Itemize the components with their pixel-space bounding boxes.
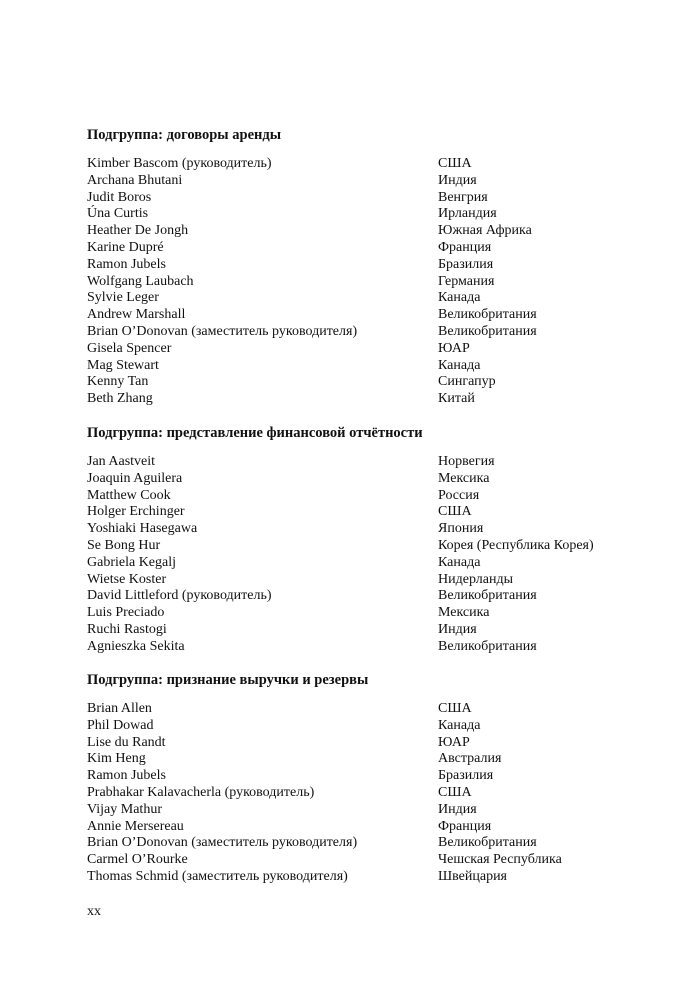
member-row: [87, 257, 647, 274]
member-name: Úna Curtis: [87, 206, 149, 222]
member-name: Agnieszka Sekita: [87, 638, 185, 654]
member-country: Южная Африка: [438, 223, 532, 239]
member-country: ЮАР: [438, 340, 470, 356]
member-name: Annie Mersereau: [87, 818, 184, 834]
member-country: Канада: [438, 290, 481, 306]
member-name: Thomas Schmid (заместитель руководителя): [87, 868, 348, 884]
subgroup-leases: [87, 126, 647, 408]
member-name: Brian Allen: [87, 701, 152, 716]
member-country: Австралия: [438, 751, 502, 767]
member-row: [87, 454, 647, 471]
member-country: Чешская Республика: [438, 852, 562, 868]
member-row: [87, 240, 647, 257]
member-row: [87, 735, 647, 752]
section-heading: Подгруппа: признание выручки и резервы: [87, 672, 369, 688]
member-name: Jan Aastveit: [87, 454, 156, 469]
member-country: Китай: [438, 391, 475, 407]
member-country: США: [438, 784, 472, 800]
member-name: Lise du Randt: [87, 734, 166, 750]
member-name: Ruchi Rastogi: [87, 621, 167, 637]
member-country: США: [438, 156, 472, 171]
member-name: David Littleford (руководитель): [87, 588, 272, 604]
member-row: [87, 274, 647, 291]
member-name: Judit Boros: [87, 189, 152, 205]
member-country: Мексика: [438, 605, 490, 621]
member-name: Kim Heng: [87, 751, 146, 767]
page-number: xx: [87, 904, 101, 919]
member-list: [87, 454, 647, 656]
member-name: Joaquin Aguilera: [87, 470, 183, 486]
subgroup-financial-reporting: [87, 424, 647, 656]
member-name: Carmel O’Rourke: [87, 852, 188, 868]
member-row: [87, 819, 647, 836]
member-country: ЮАР: [438, 734, 470, 750]
member-name: Andrew Marshall: [87, 307, 186, 323]
member-row: [87, 622, 647, 639]
member-name: Karine Dupré: [87, 239, 164, 255]
member-country: Великобритания: [438, 588, 537, 604]
member-row: [87, 538, 647, 555]
member-country: Бразилия: [438, 256, 494, 272]
member-country: Корея (Республика Корея): [438, 537, 594, 553]
member-row: [87, 173, 647, 190]
member-name: Luis Preciado: [87, 605, 165, 621]
member-row: [87, 605, 647, 622]
member-name: Se Bong Hur: [87, 537, 161, 553]
member-row: [87, 471, 647, 488]
section-heading: Подгруппа: договоры аренды: [87, 127, 282, 143]
member-row: [87, 504, 647, 521]
member-name: Gabriela Kegalj: [87, 554, 177, 570]
member-row: [87, 206, 647, 223]
member-country: Норвегия: [438, 454, 495, 469]
member-row: [87, 751, 647, 768]
member-row: [87, 488, 647, 505]
member-name: Phil Dowad: [87, 717, 154, 733]
member-country: Венгрия: [438, 189, 488, 205]
member-name: Beth Zhang: [87, 391, 153, 407]
member-country: Канада: [438, 554, 481, 570]
subgroup-revenue-recognition: [87, 671, 647, 886]
member-row: [87, 290, 647, 307]
member-name: Vijay Mathur: [87, 801, 162, 817]
member-name: Kimber Bascom (руководитель): [87, 156, 272, 171]
member-name: Wolfgang Laubach: [87, 273, 194, 289]
member-row: [87, 835, 647, 852]
member-row: [87, 869, 647, 886]
member-country: Швейцария: [438, 868, 507, 884]
member-name: Gisela Spencer: [87, 340, 172, 356]
member-country: США: [438, 701, 472, 716]
member-country: Россия: [438, 487, 480, 503]
member-country: Бразилия: [438, 768, 494, 784]
member-row: [87, 802, 647, 819]
member-name: Archana Bhutani: [87, 172, 183, 188]
member-row: [87, 374, 647, 391]
member-country: Индия: [438, 621, 477, 637]
member-row: [87, 718, 647, 735]
member-country: Нидерланды: [438, 571, 513, 587]
member-country: Германия: [438, 273, 495, 289]
member-country: Япония: [438, 521, 484, 537]
member-country: Канада: [438, 717, 481, 733]
member-row: [87, 324, 647, 341]
member-country: Франция: [438, 239, 492, 255]
member-list: [87, 701, 647, 886]
member-country: Индия: [438, 801, 477, 817]
member-row: [87, 156, 647, 173]
member-name: Heather De Jongh: [87, 223, 189, 239]
member-name: Brian O’Donovan (заместитель руководителя): [87, 835, 358, 851]
member-country: Великобритания: [438, 323, 537, 339]
member-row: [87, 555, 647, 572]
member-name: Brian O’Donovan (заместитель руководителя): [87, 323, 358, 339]
member-row: [87, 572, 647, 589]
member-row: [87, 701, 647, 718]
member-list: [87, 156, 647, 408]
member-country: США: [438, 504, 472, 520]
member-name: Sylvie Leger: [87, 290, 159, 306]
member-name: Wietse Koster: [87, 571, 167, 587]
member-country: Франция: [438, 818, 492, 834]
member-name: Matthew Cook: [87, 487, 171, 503]
member-name: Yoshiaki Hasegawa: [87, 521, 198, 537]
member-name: Prabhakar Kalavacherla (руководитель): [87, 784, 315, 800]
member-row: [87, 190, 647, 207]
member-row: [87, 341, 647, 358]
member-country: Ирландия: [438, 206, 497, 222]
member-country: Мексика: [438, 470, 490, 486]
member-row: [87, 639, 647, 656]
section-heading: Подгруппа: представление финансовой отчётности: [87, 425, 423, 441]
member-name: Ramon Jubels: [87, 256, 166, 272]
member-name: Holger Erchinger: [87, 504, 185, 520]
member-row: [87, 785, 647, 802]
member-row: [87, 358, 647, 375]
member-name: Mag Stewart: [87, 357, 159, 373]
member-row: [87, 521, 647, 538]
member-row: [87, 768, 647, 785]
member-country: Великобритания: [438, 835, 537, 851]
member-country: Канада: [438, 357, 481, 373]
member-row: [87, 391, 647, 408]
member-name: Ramon Jubels: [87, 768, 166, 784]
member-name: Kenny Tan: [87, 374, 149, 390]
member-country: Индия: [438, 172, 477, 188]
member-row: [87, 223, 647, 240]
member-country: Сингапур: [438, 374, 496, 390]
member-row: [87, 307, 647, 324]
member-country: Великобритания: [438, 638, 537, 654]
member-row: [87, 588, 647, 605]
member-row: [87, 852, 647, 869]
member-country: Великобритания: [438, 307, 537, 323]
